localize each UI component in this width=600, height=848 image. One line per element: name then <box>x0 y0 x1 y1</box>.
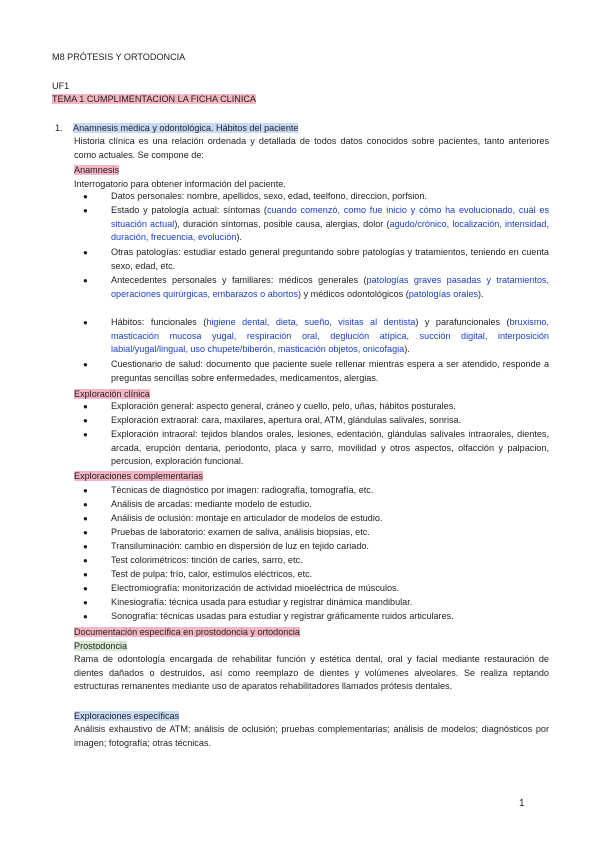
list-item: ● Cuestionario de salud: documento que paciente suele rellenar mientras espera a ser atendido, responde a preguntas sencillas sobre enfermedades, medicamentos, alergias. <box>83 359 549 383</box>
topic-title: TEMA 1 CUMPLIMENTACION LA FICHA CLINICA <box>52 94 256 104</box>
bullet-icon: ● <box>83 206 88 215</box>
bullet-icon: ● <box>83 192 88 201</box>
complementarias-heading-row <box>74 470 203 482</box>
section-title: Anamnesis médica y odontológica. Hábitos del paciente <box>73 123 299 133</box>
prostodoncia-heading: Prostodoncia <box>74 641 128 651</box>
list-item: ● Exploración intraoral: tejidos blandos orales, lesiones, edentación, glándulas salivales intraorales, dientes, arcada, erupción dentaria, periodonto, placa y sarro, movilidad y otros aspectos, olfacción y palpacion, percusion, exploración funcional. <box>83 429 549 466</box>
intro-paragraph: Historia clínica es una relación ordenada y detallada de todos datos conocidos sobre pacientes, tanto anteriores como actuales. Se compone de: <box>74 136 549 160</box>
list-item: ● Análisis de arcadas: mediante modelo de estudio. <box>83 498 549 512</box>
list-item: ● Pruebas de laboratorio: examen de saliva, análisis biopsias, etc. <box>83 526 549 540</box>
list-item: ● Kinesiografía: técnica usada para estudiar y registrar dinámica mandibular. <box>83 596 549 610</box>
especificas-heading-row <box>74 710 179 722</box>
bullet-icon: ● <box>83 360 88 369</box>
bullet-icon: ● <box>83 486 88 495</box>
exploracion-heading: Exploración clínica <box>74 389 150 399</box>
documentacion-heading-row <box>74 626 300 638</box>
especificas-paragraph: Análisis exhaustivo de ATM; análisis de oclusión; pruebas complementarias; análisis de modelos; diagnósticos por imagen; fotografía; otras técnicas. <box>74 724 549 748</box>
list-item: ● Test de pulpa: frío, calor, estímulos eléctricos, etc. <box>83 568 549 582</box>
bullet-icon: ● <box>83 402 88 411</box>
list-item: ● Transiluminación: cambio en dispersión de luz en tejido cariado. <box>83 540 549 554</box>
list-item: ● Datos personales: nombre, apellidos, sexo, edad, teelfono, direccion, porfsion. <box>83 190 549 204</box>
page-number: 1 <box>519 798 525 809</box>
prostodoncia-heading-row <box>74 640 127 652</box>
list-item: ● Exploración extraoral: cara, maxilares, apertura oral, ATM, glándulas salivales, sonrisa. <box>83 414 549 428</box>
section-title-row <box>73 122 298 134</box>
especificas-heading: Exploraciones específicas <box>74 711 180 721</box>
bullet-icon: ● <box>83 598 88 607</box>
list-item: ● Exploración general: aspecto general, cráneo y cuello, pelo, uñas, hábitos posturales. <box>83 400 549 414</box>
bullet-icon: ● <box>83 430 88 439</box>
bullet-icon: ● <box>83 612 88 621</box>
bullet-icon: ● <box>83 416 88 425</box>
complementarias-heading: Exploraciones complementarias <box>74 471 203 481</box>
anamnesis-heading-row <box>74 164 119 176</box>
bullet-icon: ● <box>83 248 88 257</box>
anamnesis-intro: Interrogatorio para obtener información del paciente. <box>74 179 286 189</box>
list-item: ● Sonografía: técnicas usadas para estudiar y registrar gráficamente ruidos articulares. <box>83 610 549 624</box>
list-item: ● Otras patologías: estudiar estado general preguntando sobre patologías y tratamientos, teniendo en cuenta sexo, edad, etc. <box>83 247 549 271</box>
list-item: ● Estado y patología actual: síntomas (cuando comenzó, como fue inicio y cómo ha evolucionado, cuál es situación actual), duración síntomas, posible causa, alergias, dolor (agudo/crónico, localización, intensidad, duración, frecuencia, evolución). <box>83 205 550 242</box>
anamnesis-heading: Anamnesis <box>74 165 119 175</box>
bullet-icon: ● <box>83 570 88 579</box>
bullet-icon: ● <box>83 584 88 593</box>
bullet-icon: ● <box>83 542 88 551</box>
documentacion-heading: Documentación específica en prostodoncia y ortodoncia <box>74 627 300 637</box>
section-number: 1. <box>55 123 63 133</box>
list-item: ● Análisis de oclusión: montaje en articulador de modelos de estudio. <box>83 512 549 526</box>
topic-title-row <box>52 93 256 105</box>
prostodoncia-paragraph: Rama de odontología encargada de rehabilitar función y estética dental, oral y facial mediante restauración de dientes dañados o destruidos, así como reemplazo de dientes y volúmenes alveolares. Se realiza reptando estructuras remanentes mediante uso de aparatos rehabilitadores llamados prótesis dentales. <box>74 654 549 691</box>
bullet-icon: ● <box>83 556 88 565</box>
list-item: ● Electromiografía: monitorización de actividad mioeléctrica de músculos. <box>83 582 549 596</box>
bullet-icon: ● <box>83 318 88 327</box>
list-item: ● Técnicas de diagnóstico por imagen: radiografía, tomografía, etc. <box>83 484 549 498</box>
unit-label: UF1 <box>52 81 70 91</box>
bullet-icon: ● <box>83 528 88 537</box>
list-item: ● Hábitos: funcionales (higiene dental, dieta, sueño, visitas al dentista) y parafuncionales (bruxismo, masticación mucosa yugal, respiración oral, deglución atípica, succión digital, interposición labial/yugal/lingual, uso chupete/biberón, masticación objetos, onicofagia). <box>83 317 549 354</box>
exploracion-heading-row <box>74 388 150 400</box>
list-item: ● Antecedentes personales y familiares: médicos generales (patologías graves pasadas y tratamientos, operaciones quirúrgicas, embarazos o abortos) y médicos odontológicos (patologías orales). <box>83 275 549 299</box>
bullet-icon: ● <box>83 500 88 509</box>
list-item: ● Test colorimétricos: tinción de caries, sarro, etc. <box>83 554 549 568</box>
module-title: M8 PRÓTESIS Y ORTODONCIA <box>52 52 186 62</box>
bullet-icon: ● <box>83 514 88 523</box>
bullet-icon: ● <box>83 276 88 285</box>
